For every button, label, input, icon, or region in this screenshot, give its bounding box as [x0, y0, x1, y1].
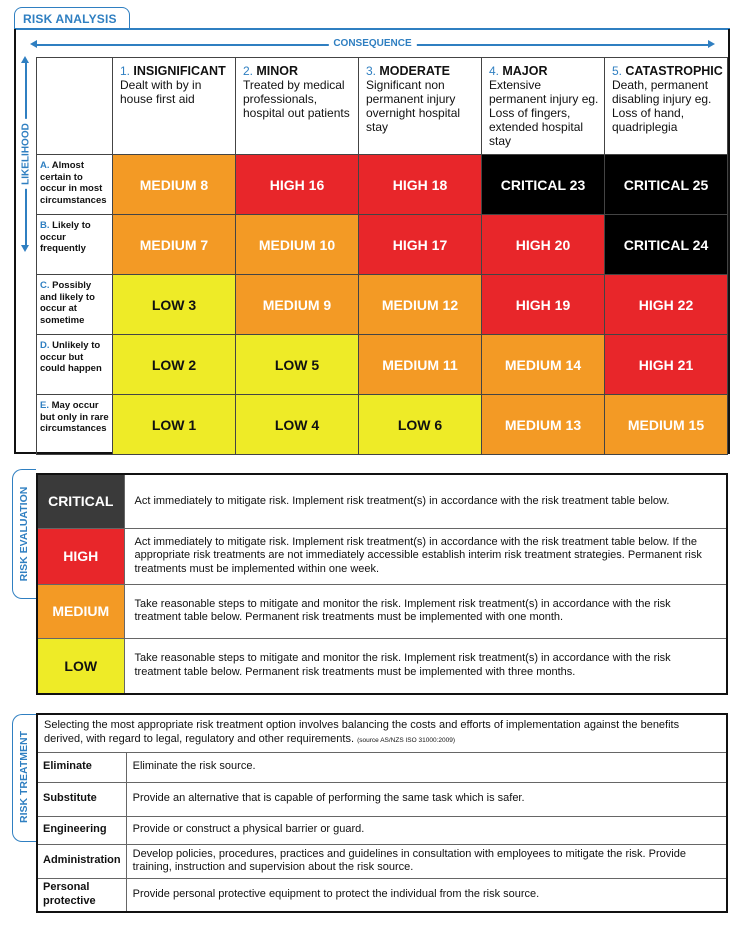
treatment-option: Administration	[37, 844, 126, 878]
treatment-row	[37, 752, 727, 782]
treatment-option: Substitute	[37, 782, 126, 816]
risk-cell: MEDIUM 10	[236, 215, 359, 275]
treatment-option: Personal protective	[37, 878, 126, 912]
likelihood-label: LIKELIHOOD	[21, 119, 32, 189]
consequence-minor	[236, 58, 359, 155]
matrix-header-row	[37, 58, 728, 155]
matrix-corner	[37, 58, 113, 155]
risk-cell: HIGH 21	[605, 335, 728, 395]
treatment-description: Eliminate the risk source.	[126, 752, 727, 782]
row-label	[37, 155, 113, 215]
row-letter: E.	[40, 400, 49, 411]
risk-cell: LOW 5	[236, 335, 359, 395]
risk-cell: MEDIUM 9	[236, 275, 359, 335]
treatment-source: (source AS/NZS ISO 31000:2009)	[357, 736, 455, 744]
risk-cell: LOW 3	[113, 275, 236, 335]
column-title: MAJOR	[502, 64, 548, 78]
evaluation-row-medium	[37, 584, 727, 638]
row-text: Likely to occur frequently	[40, 220, 91, 254]
risk-cell: MEDIUM 15	[605, 395, 728, 455]
risk-cell: CRITICAL 25	[605, 155, 728, 215]
arrow-down-icon	[21, 245, 29, 252]
level-label: CRITICAL	[37, 474, 124, 528]
risk-cell: MEDIUM 11	[359, 335, 482, 395]
evaluation-row-low	[37, 638, 727, 694]
treatment-row	[37, 844, 727, 878]
consequence-catastrophic	[605, 58, 728, 155]
consequence-label: CONSEQUENCE	[328, 38, 416, 49]
treatment-row	[37, 782, 727, 816]
risk-cell: MEDIUM 13	[482, 395, 605, 455]
column-description: Dealt with by in house first aid	[120, 78, 202, 106]
risk-cell: MEDIUM 7	[113, 215, 236, 275]
arrow-left-icon	[30, 40, 37, 48]
risk-cell: HIGH 20	[482, 215, 605, 275]
risk-cell: CRITICAL 24	[605, 215, 728, 275]
consequence-insignificant	[113, 58, 236, 155]
row-text: Unlikely to occur but could happen	[40, 340, 102, 374]
level-label: LOW	[37, 638, 124, 694]
treatment-option: Engineering	[37, 816, 126, 844]
arrow-right-icon	[708, 40, 715, 48]
column-description: Treated by medical professionals, hospital out patients	[243, 78, 350, 120]
likelihood-axis	[19, 56, 33, 252]
risk-cell: MEDIUM 14	[482, 335, 605, 395]
treatment-row	[37, 816, 727, 844]
level-description: Act immediately to mitigate risk. Implement risk treatment(s) in accordance with the risk treatment table below. If the appropriate risk treatments are not immediately accessible establish interim risk treatment strategies. Permanent risk treatments must be implemented within one week.	[124, 528, 727, 584]
column-title: MINOR	[256, 64, 299, 78]
column-description: Significant non permanent injury overnight hospital stay	[366, 78, 461, 134]
risk-cell: LOW 6	[359, 395, 482, 455]
risk-evaluation-title: RISK EVALUATION	[18, 486, 30, 582]
risk-cell: LOW 1	[113, 395, 236, 455]
risk-cell: LOW 2	[113, 335, 236, 395]
likelihood-row-b	[37, 215, 728, 275]
risk-cell: MEDIUM 12	[359, 275, 482, 335]
row-letter: B.	[40, 220, 50, 231]
row-text: Possibly and likely to occur at sometime	[40, 280, 95, 326]
column-title: CATASTROPHIC	[625, 64, 723, 78]
column-number: 4.	[489, 64, 500, 78]
treatment-description: Develop policies, procedures, practices and guidelines in consultation with employees to mitigate the risk. Provide training, instruction and supervision about the risk source.	[126, 844, 727, 878]
treatment-row	[37, 878, 727, 912]
risk-evaluation-table	[36, 473, 728, 695]
likelihood-row-d	[37, 335, 728, 395]
risk-cell: HIGH 17	[359, 215, 482, 275]
column-number: 3.	[366, 64, 377, 78]
row-text: May occur but only in rare circumstances	[40, 400, 109, 434]
risk-cell: HIGH 18	[359, 155, 482, 215]
treatment-description: Provide or construct a physical barrier or guard.	[126, 816, 727, 844]
risk-cell: MEDIUM 8	[113, 155, 236, 215]
likelihood-row-a	[37, 155, 728, 215]
column-title: MODERATE	[379, 64, 450, 78]
treatment-intro-text: Selecting the most appropriate risk treatment option involves balancing the costs and efforts of implementation against the benefits derived, with regard to legal, regulatory and other requirements.	[44, 719, 680, 745]
treatment-description: Provide an alternative that is capable of performing the same task which is safer.	[126, 782, 727, 816]
risk-cell: LOW 4	[236, 395, 359, 455]
evaluation-row-high	[37, 528, 727, 584]
level-description: Take reasonable steps to mitigate and monitor the risk. Implement risk treatment(s) in accordance with the risk treatment table below. Permanent risk treatments must be implemented with one month.	[124, 584, 727, 638]
risk-matrix	[36, 57, 728, 455]
treatment-option: Eliminate	[37, 752, 126, 782]
risk-treatment-title: RISK TREATMENT	[18, 731, 30, 823]
treatment-intro	[37, 714, 727, 752]
treatment-intro-row	[37, 714, 727, 752]
row-label	[37, 395, 113, 455]
treatment-description: Provide personal protective equipment to protect the individual from the risk source.	[126, 878, 727, 912]
row-label	[37, 215, 113, 275]
consequence-moderate	[359, 58, 482, 155]
row-label	[37, 335, 113, 395]
likelihood-row-c	[37, 275, 728, 335]
level-description: Take reasonable steps to mitigate and monitor the risk. Implement risk treatment(s) in accordance with the risk treatment table below. Permanent risk treatments must be implemented with three months.	[124, 638, 727, 694]
column-title: INSIGNIFICANT	[133, 64, 226, 78]
risk-cell: HIGH 16	[236, 155, 359, 215]
level-label: MEDIUM	[37, 584, 124, 638]
risk-analysis-title: RISK ANALYSIS	[14, 7, 130, 29]
column-description: Death, permanent disabling injury eg. Loss of hand, quadriplegia	[612, 78, 712, 134]
arrow-up-icon	[21, 56, 29, 63]
column-number: 5.	[612, 64, 623, 78]
row-letter: C.	[40, 280, 50, 291]
risk-cell: HIGH 19	[482, 275, 605, 335]
row-letter: D.	[40, 340, 50, 351]
row-text: Almost certain to occur in most circumstances	[40, 160, 107, 206]
consequence-axis	[30, 37, 715, 51]
risk-cell: HIGH 22	[605, 275, 728, 335]
column-number: 2.	[243, 64, 254, 78]
level-label: HIGH	[37, 528, 124, 584]
column-description: Extensive permanent injury eg. Loss of fingers, extended hospital stay	[489, 78, 599, 148]
column-number: 1.	[120, 64, 131, 78]
row-letter: A.	[40, 160, 50, 171]
row-label	[37, 275, 113, 335]
consequence-major	[482, 58, 605, 155]
level-description: Act immediately to mitigate risk. Implement risk treatment(s) in accordance with the risk treatment table below.	[124, 474, 727, 528]
risk-cell: CRITICAL 23	[482, 155, 605, 215]
likelihood-row-e	[37, 395, 728, 455]
evaluation-row-critical	[37, 474, 727, 528]
risk-treatment-table	[36, 713, 728, 913]
